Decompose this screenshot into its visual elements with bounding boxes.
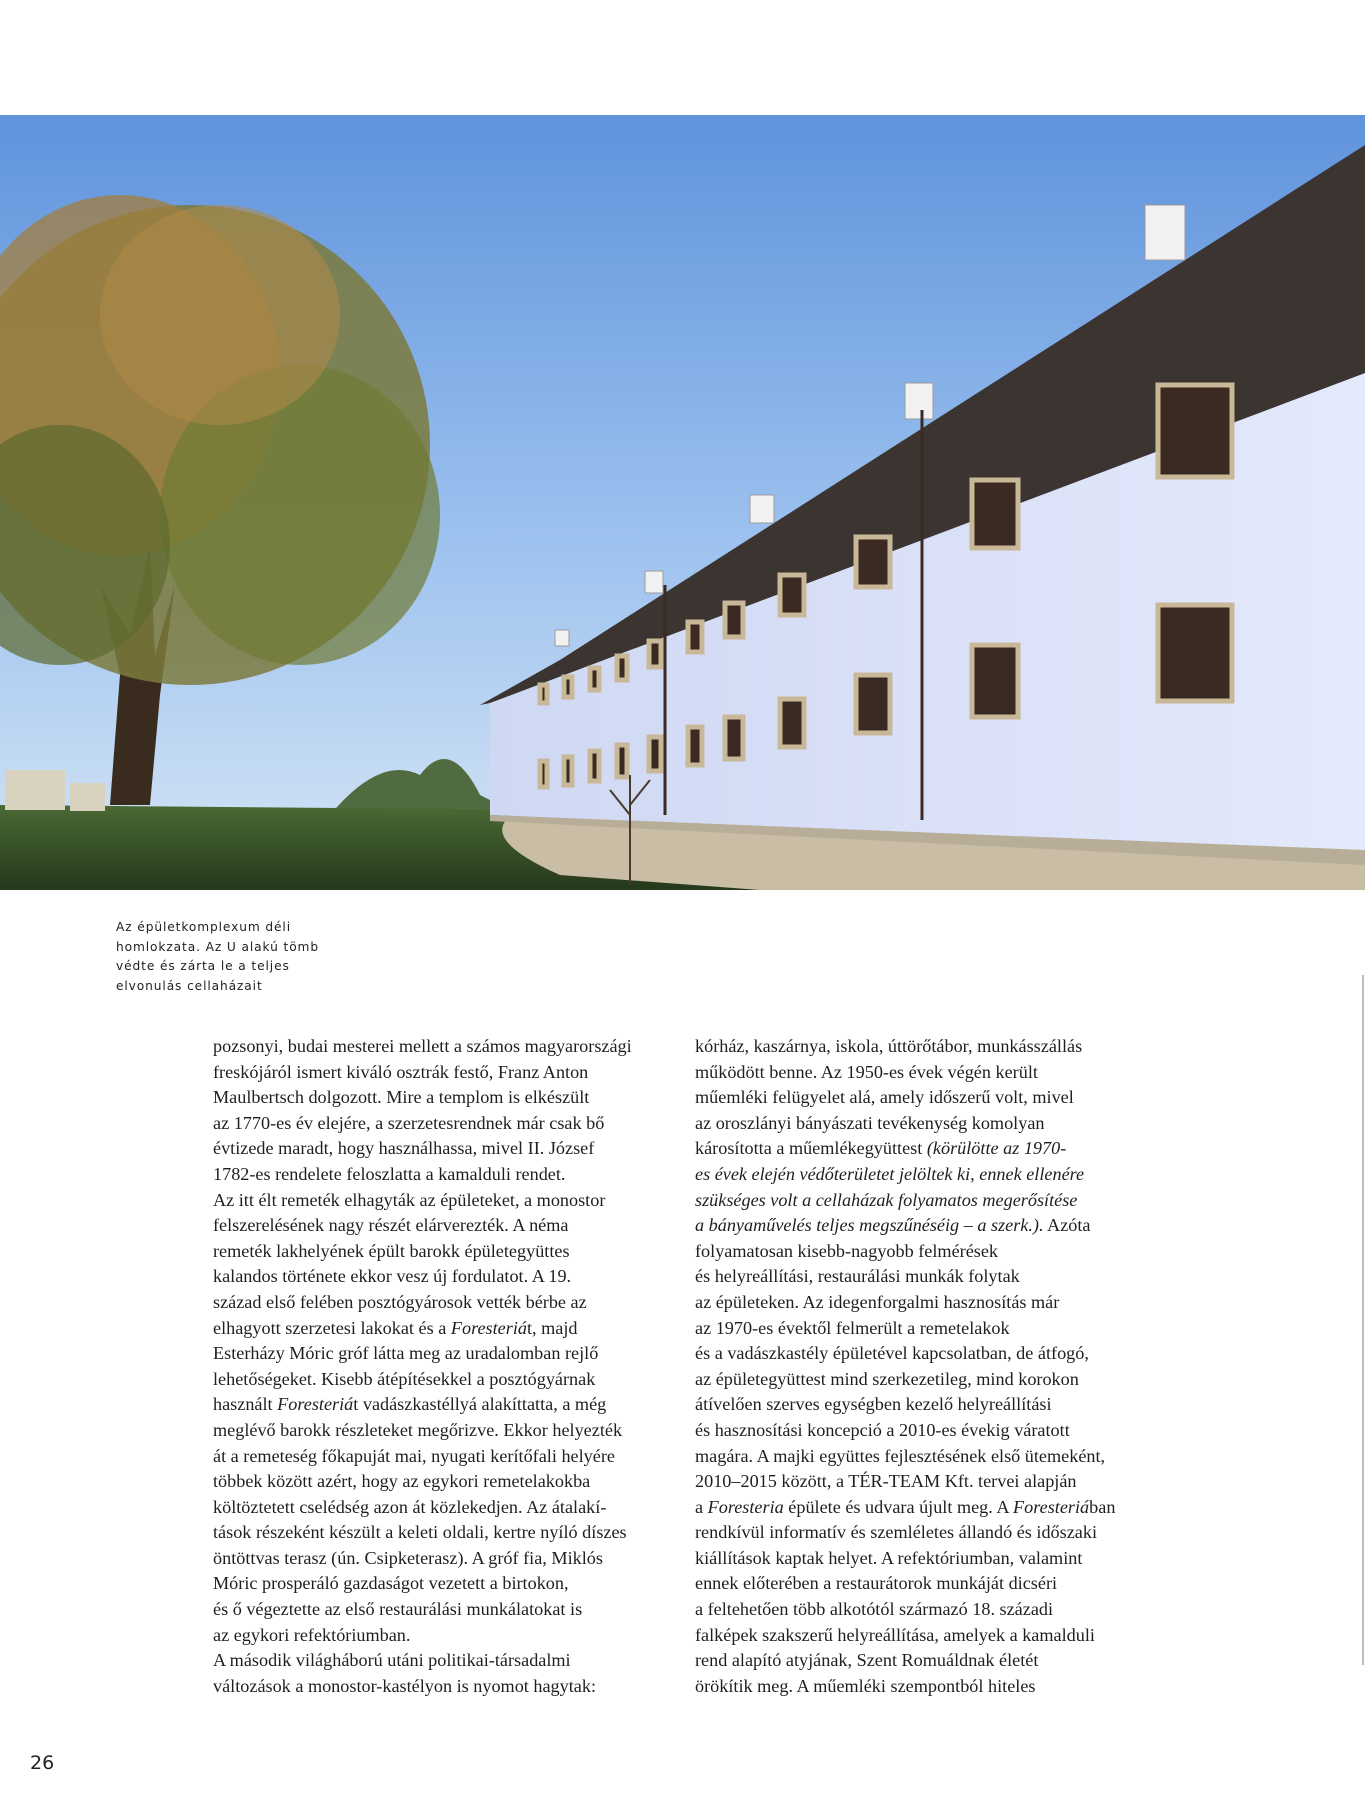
text-line: műemléki felügyelet alá, amely időszerű volt, mivel: [695, 1087, 1074, 1108]
text-line: freskójáról ismert kiváló osztrák festő, Franz Anton: [213, 1061, 589, 1082]
text-line: Esterházy Móric gróf látta meg az uradalomban rejlő: [213, 1343, 599, 1364]
text-line: az 1770-es év elejére, a szerzetesrendnek már csak bő: [213, 1112, 605, 1133]
text-line: [213, 1316, 678, 1342]
text-line: [695, 1162, 1155, 1188]
page-edge-rule: [1362, 975, 1364, 1665]
text-line: kalandos története ekkor vesz új fordulatot. A 19.: [213, 1266, 572, 1287]
text-line: többek között azért, hogy az egykori remetelakokba: [213, 1471, 591, 1492]
text-run: épülete és udvara újult meg. A: [783, 1496, 1014, 1517]
text-line: át a remeteség főkapuját mai, nyugati kerítőfali helyére: [213, 1445, 615, 1466]
text-line: 2010–2015 között, a TÉR-TEAM Kft. tervei alapján: [695, 1471, 1077, 1492]
italic-note: szükséges volt a cellaházak folyamatos megerősítése: [695, 1189, 1078, 1210]
text-line: az épületeken. Az idegenforgalmi hasznosítás már: [695, 1291, 1060, 1312]
text-line: lehetőségeket. Kisebb átépítésekkel a posztógyárnak: [213, 1368, 596, 1389]
text-line: Móric prosperáló gazdaságot vezetett a birtokon,: [213, 1573, 569, 1594]
text-line: rend alapító atyjának, Szent Romuáldnak életét: [695, 1650, 1039, 1671]
photo-caption: [116, 918, 356, 996]
monastery-building-photo: [0, 115, 1365, 890]
text-line: az oroszlányi bányászati tevékenység komolyan: [695, 1112, 1045, 1133]
text-line: magára. A majki együttes fejlesztésének első ütemeként,: [695, 1445, 1106, 1466]
italic-note: (körülötte az 1970-: [926, 1138, 1067, 1159]
text-line: A második világháború utáni politikai-társadalmi: [213, 1650, 571, 1671]
text-line: költöztetett cselédség azon át közlekedjen. Az átalakí-: [213, 1496, 607, 1517]
italic-note: es évek elején védőterületet jelöltek ki, ennek ellenére: [695, 1163, 1085, 1184]
text-line: Az itt élt remeték elhagyták az épületeket, a monostor: [213, 1189, 606, 1210]
text-line: és hasznosítási koncepció a 2010-es évekig váratott: [695, 1419, 1070, 1440]
text-run: t, majd: [526, 1317, 578, 1338]
text-line: Maulbertsch dolgozott. Mire a templom is elkészült: [213, 1087, 590, 1108]
text-line: meglévő barokk részleteket megőrizve. Ekkor helyezték: [213, 1419, 623, 1440]
text-line: örökítik meg. A műemléki szempontból hiteles: [695, 1675, 1036, 1696]
text-line: ennek előterében a restaurátorok munkáját dicséri: [695, 1573, 1058, 1594]
text-line: felszerelésének nagy részét elárverezték. A néma: [213, 1215, 569, 1236]
italic-term: Foresteriá: [1013, 1496, 1090, 1517]
text-run: ban: [1089, 1496, 1116, 1517]
italic-term: Foresteriá: [277, 1394, 354, 1415]
text-line: kórház, kaszárnya, iskola, úttörőtábor, munkásszállás: [695, 1036, 1083, 1056]
italic-term: Foresteria: [707, 1496, 784, 1517]
text-run: a: [695, 1496, 708, 1517]
text-line: és helyreállítási, restaurálási munkák folytak: [695, 1266, 1020, 1287]
text-line: kiállítások kaptak helyet. A refektóriumban, valamint: [695, 1547, 1083, 1568]
text-line: [695, 1188, 1155, 1214]
text-line: átívelően szerves egységben kezelő helyreállítási: [695, 1394, 1052, 1415]
text-line: évtizede maradt, hogy használhassa, mivel II. József: [213, 1138, 595, 1159]
caption-line: homlokzata. Az U alakú tömb: [116, 939, 319, 954]
text-line: [695, 1213, 1155, 1239]
text-line: az épületegyüttest mind szerkezetileg, mind korokon: [695, 1368, 1079, 1389]
text-run: elhagyott szerzetesi lakokat és a: [213, 1317, 451, 1338]
text-line: tások részeként készült a keleti oldali, kertre nyíló díszes: [213, 1522, 627, 1543]
text-line: [695, 1495, 1155, 1521]
text-run: használt: [213, 1394, 278, 1415]
text-line: falképek szakszerű helyreállítása, amelyek a kamalduli: [695, 1624, 1095, 1645]
text-line: folyamatosan kisebb-nagyobb felmérések: [695, 1240, 999, 1261]
text-line: remeték lakhelyének épült barokk épületegyüttes: [213, 1240, 570, 1261]
text-line: [213, 1392, 678, 1418]
text-line: és a vadászkastély épületével kapcsolatban, de átfogó,: [695, 1343, 1089, 1364]
text-line: és ő végeztette az első restaurálási munkálatokat is: [213, 1599, 583, 1620]
text-line: működött benne. Az 1950-es évek végén került: [695, 1061, 1038, 1082]
article-column-right: [695, 1034, 1155, 1699]
text-run: károsította a műemlékegyüttest: [695, 1138, 927, 1159]
text-line: [695, 1136, 1155, 1162]
caption-line: elvonulás cellaházait: [116, 978, 263, 993]
text-line: század első felében posztógyárosok vették bérbe az: [213, 1291, 587, 1312]
italic-note: a bányaművelés teljes megszűnéséig – a szerk.).: [695, 1215, 1044, 1236]
text-line: az 1970-es évektől felmerült a remetelakok: [695, 1317, 1010, 1338]
text-line: öntöttvas terasz (ún. Csipketerasz). A gróf fia, Miklós: [213, 1547, 603, 1568]
text-line: a feltehetően több alkotótól származó 18. századi: [695, 1599, 1054, 1620]
text-line: 1782-es rendelete feloszlatta a kamalduli rendet.: [213, 1163, 566, 1184]
text-run: t vadászkastéllyá alakíttatta, a még: [353, 1394, 607, 1415]
caption-line: védte és zárta le a teljes: [116, 959, 290, 973]
italic-term: Foresteriá: [450, 1317, 527, 1338]
text-line: az egykori refektóriumban.: [213, 1624, 411, 1645]
page-number: 26: [30, 1752, 55, 1774]
caption-line: Az épületkomplexum déli: [116, 920, 291, 934]
text-line: változások a monostor-kastélyon is nyomot hagytak:: [213, 1675, 597, 1696]
text-line: rendkívül informatív és szemléletes állandó és időszaki: [695, 1522, 1098, 1543]
text-line: pozsonyi, budai mesterei mellett a számos magyarországi: [213, 1036, 632, 1056]
article-column-left: [213, 1034, 678, 1699]
text-run: Azóta: [1043, 1215, 1091, 1236]
